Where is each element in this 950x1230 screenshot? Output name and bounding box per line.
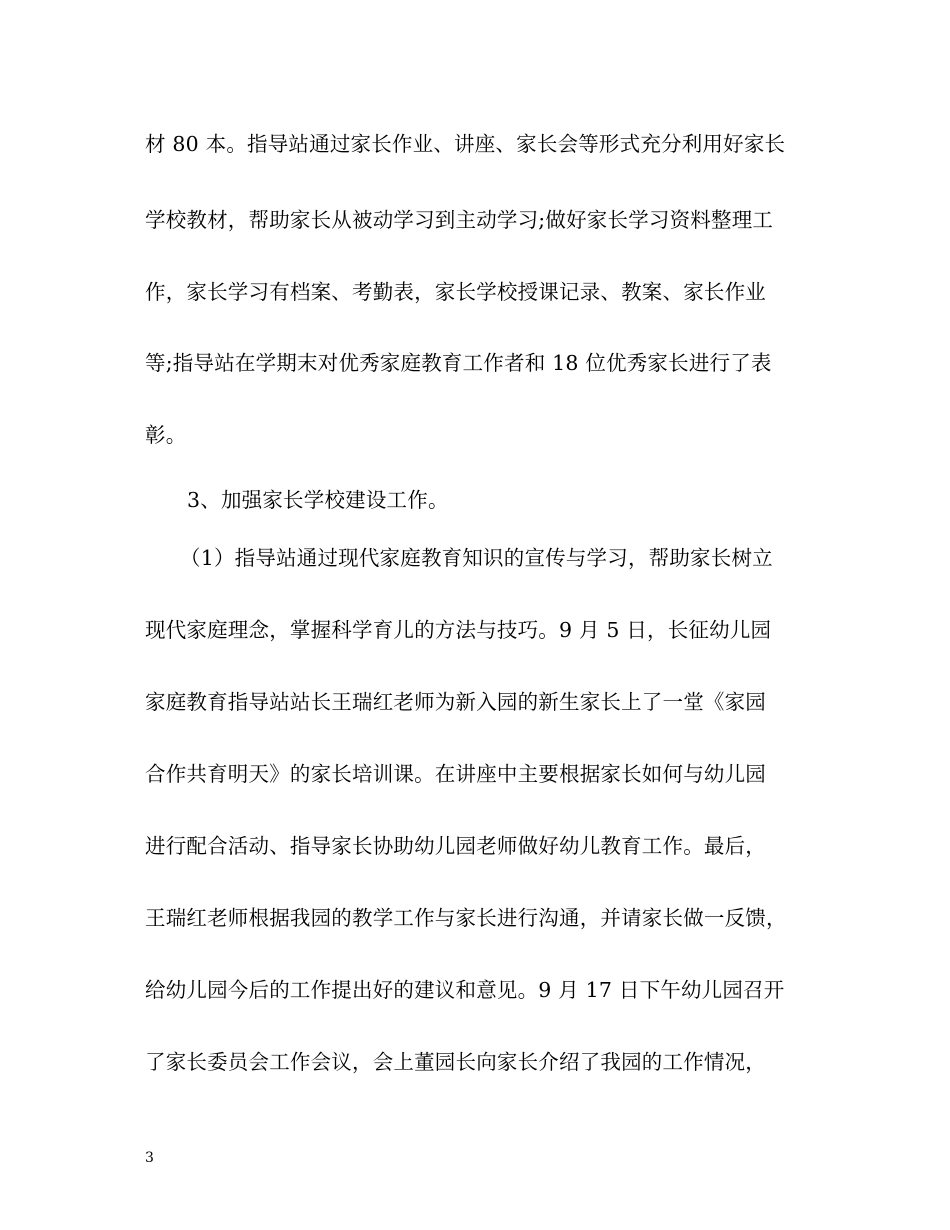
text-line: 材 80 本。指导站通过家长作业、讲座、家长会等形式充分利用好家长 [145,132,786,156]
text-line: 等;指导站在学期末对优秀家庭教育工作者和 18 位优秀家长进行了表 [145,351,772,375]
page-number: 3 [145,1150,154,1166]
section-heading: 3、加强家长学校建设工作。 [187,488,449,512]
text-line: 家庭教育指导站站长王瑞红老师为新入园的新生家长上了一堂《家园 [145,690,766,714]
text-line: 给幼儿园今后的工作提出好的建议和意见。9 月 17 日下午幼儿园召开 [145,978,785,1002]
text-line: （1）指导站通过现代家庭教育知识的宣传与学习，帮助家长树立 [180,546,773,570]
text-line: 现代家庭理念，掌握科学育儿的方法与技巧。9 月 5 日，长征幼儿园 [145,618,772,642]
text-line: 学校教材，帮助家长从被动学习到主动学习;做好家长学习资料整理工 [145,208,774,232]
text-line: 了家长委员会工作会议，会上董园长向家长介绍了我园的工作情况， [145,1050,766,1074]
text-line: 彰。 [145,423,187,447]
text-line: 合作共育明天》的家长培训课。在讲座中主要根据家长如何与幼儿园 [145,762,766,786]
text-line: 王瑞红老师根据我园的教学工作与家长进行沟通，并请家长做一反馈， [145,906,787,930]
text-line: 作，家长学习有档案、考勤表，家长学校授课记录、教案、家长作业 [145,280,766,304]
text-line: 进行配合活动、指导家长协助幼儿园老师做好幼儿教育工作。最后， [145,834,766,858]
